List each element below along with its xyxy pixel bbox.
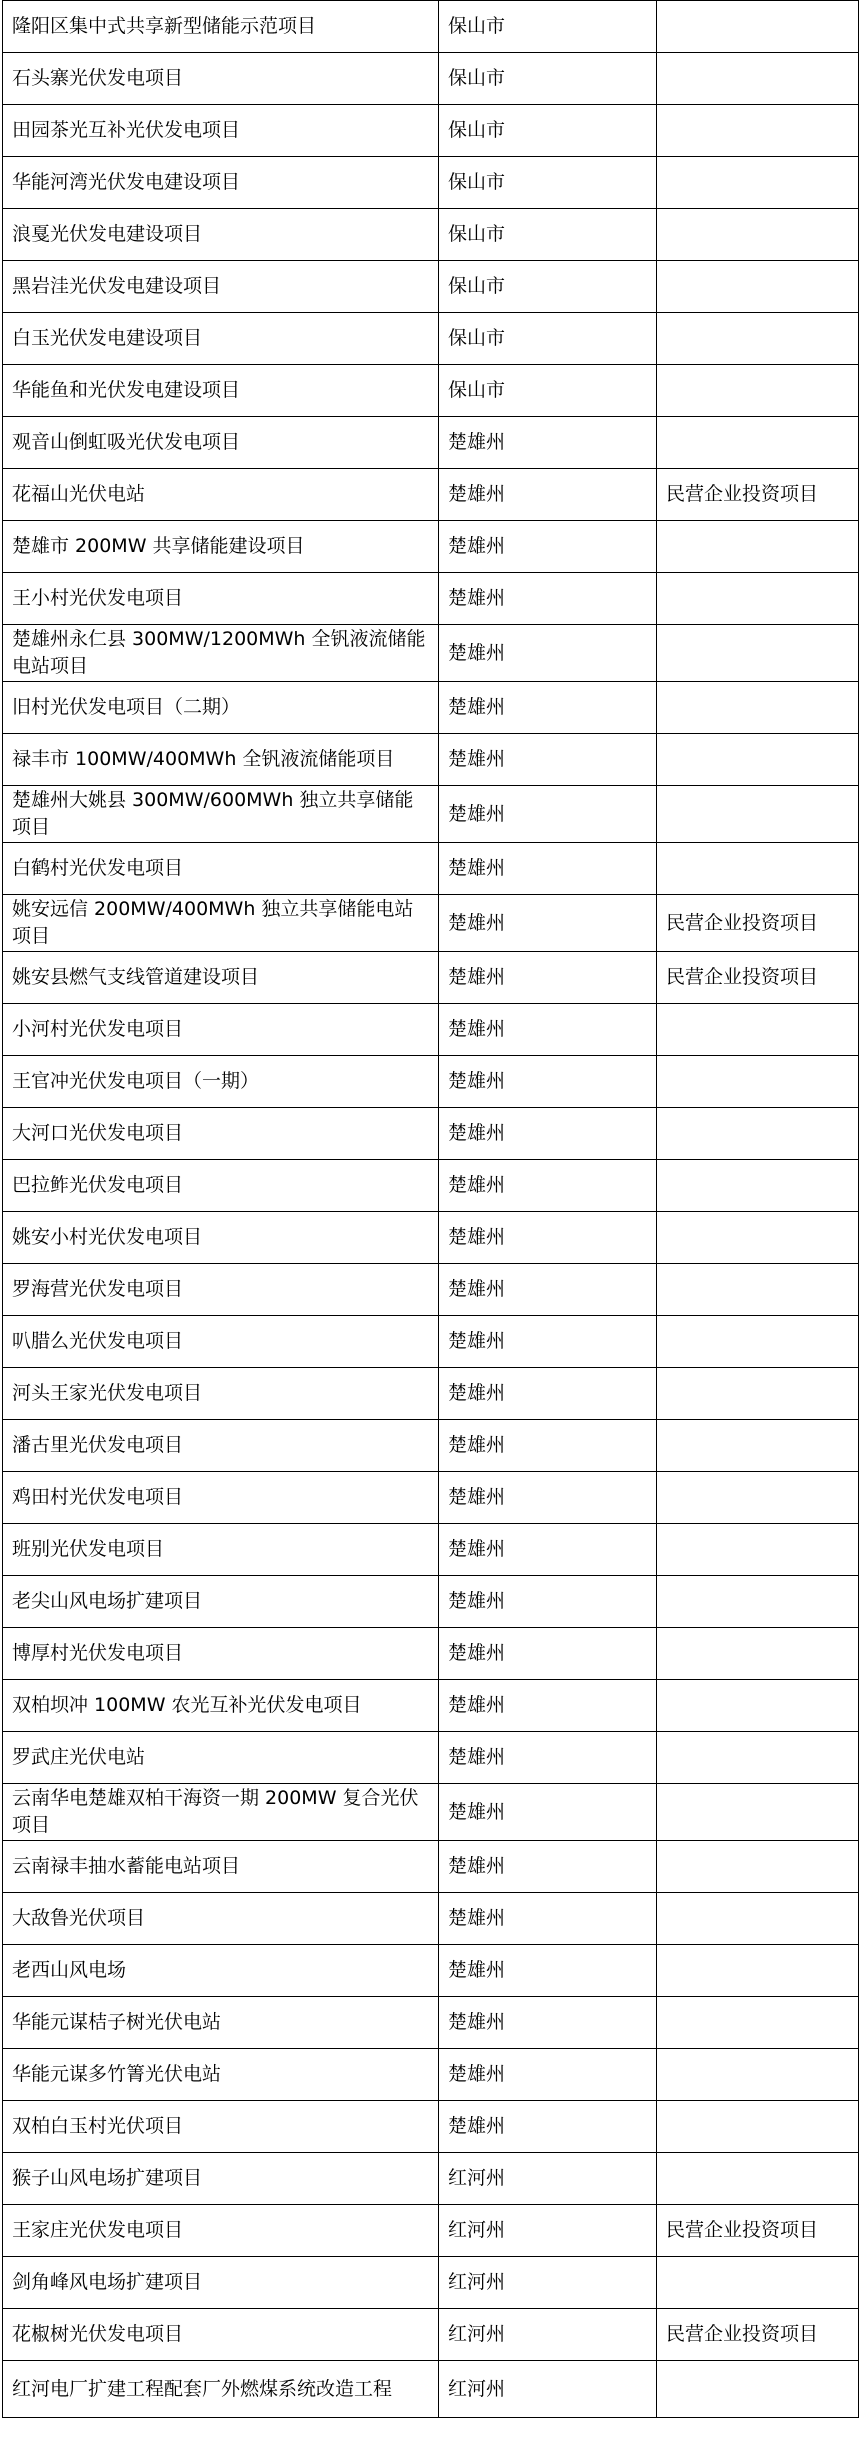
table-row	[3, 786, 859, 843]
note-cell: 民营企业投资项目	[657, 952, 859, 1004]
city-cell: 楚雄州	[439, 1420, 657, 1472]
note-cell	[657, 1893, 859, 1945]
city-cell: 楚雄州	[439, 895, 657, 952]
note-cell	[657, 1108, 859, 1160]
project-name-cell: 浪戛光伏发电建设项目	[3, 209, 439, 261]
project-name-cell: 王家庄光伏发电项目	[3, 2205, 439, 2257]
table-row	[3, 1108, 859, 1160]
table-row	[3, 843, 859, 895]
table-row	[3, 1368, 859, 1420]
city-cell: 红河州	[439, 2205, 657, 2257]
note-cell: 民营企业投资项目	[657, 2309, 859, 2361]
table-row	[3, 157, 859, 209]
table-row	[3, 1420, 859, 1472]
city-cell: 楚雄州	[439, 1004, 657, 1056]
city-cell: 保山市	[439, 105, 657, 157]
city-cell: 保山市	[439, 313, 657, 365]
city-cell: 楚雄州	[439, 786, 657, 843]
city-cell: 楚雄州	[439, 1997, 657, 2049]
project-name-cell: 观音山倒虹吸光伏发电项目	[3, 417, 439, 469]
project-name-cell: 罗海营光伏发电项目	[3, 1264, 439, 1316]
project-name-cell: 剑角峰风电场扩建项目	[3, 2257, 439, 2309]
project-name-cell: 叭腊么光伏发电项目	[3, 1316, 439, 1368]
city-cell: 楚雄州	[439, 1472, 657, 1524]
project-name-cell: 云南华电楚雄双柏干海资一期 200MW 复合光伏项目	[3, 1784, 439, 1841]
table-row	[3, 2309, 859, 2361]
project-name-cell: 老西山风电场	[3, 1945, 439, 1997]
note-cell	[657, 2257, 859, 2309]
project-name-cell: 华能河湾光伏发电建设项目	[3, 157, 439, 209]
city-cell: 楚雄州	[439, 1316, 657, 1368]
city-cell: 楚雄州	[439, 417, 657, 469]
table-row	[3, 313, 859, 365]
project-name-cell: 姚安小村光伏发电项目	[3, 1212, 439, 1264]
project-name-cell: 小河村光伏发电项目	[3, 1004, 439, 1056]
note-cell	[657, 2361, 859, 2418]
table-row	[3, 1160, 859, 1212]
city-cell: 楚雄州	[439, 1212, 657, 1264]
note-cell	[657, 2049, 859, 2101]
table-row	[3, 1784, 859, 1841]
note-cell	[657, 1420, 859, 1472]
table-row	[3, 1893, 859, 1945]
note-cell	[657, 1472, 859, 1524]
table-row	[3, 682, 859, 734]
note-cell	[657, 365, 859, 417]
note-cell	[657, 417, 859, 469]
city-cell: 楚雄州	[439, 1628, 657, 1680]
project-name-cell: 华能元谋多竹箐光伏电站	[3, 2049, 439, 2101]
project-name-cell: 黑岩洼光伏发电建设项目	[3, 261, 439, 313]
table-row	[3, 365, 859, 417]
table-row	[3, 1264, 859, 1316]
note-cell	[657, 1368, 859, 1420]
note-cell	[657, 209, 859, 261]
project-name-cell: 大河口光伏发电项目	[3, 1108, 439, 1160]
table-row	[3, 53, 859, 105]
table-row	[3, 573, 859, 625]
table-body	[3, 1, 859, 2418]
city-cell: 楚雄州	[439, 2049, 657, 2101]
project-name-cell: 罗武庄光伏电站	[3, 1732, 439, 1784]
project-name-cell: 姚安县燃气支线管道建设项目	[3, 952, 439, 1004]
note-cell	[657, 2101, 859, 2153]
project-name-cell: 潘古里光伏发电项目	[3, 1420, 439, 1472]
city-cell: 楚雄州	[439, 1945, 657, 1997]
table-row	[3, 1576, 859, 1628]
table-row	[3, 1212, 859, 1264]
table-row	[3, 2205, 859, 2257]
note-cell	[657, 1160, 859, 1212]
table-row	[3, 469, 859, 521]
city-cell: 保山市	[439, 261, 657, 313]
table-row	[3, 1524, 859, 1576]
city-cell: 楚雄州	[439, 952, 657, 1004]
project-name-cell: 云南禄丰抽水蓄能电站项目	[3, 1841, 439, 1893]
project-table	[2, 0, 859, 2418]
city-cell: 保山市	[439, 365, 657, 417]
project-name-cell: 姚安远信 200MW/400MWh 独立共享储能电站项目	[3, 895, 439, 952]
note-cell	[657, 734, 859, 786]
note-cell: 民营企业投资项目	[657, 895, 859, 952]
table-row	[3, 521, 859, 573]
note-cell	[657, 53, 859, 105]
table-row	[3, 952, 859, 1004]
project-name-cell: 隆阳区集中式共享新型储能示范项目	[3, 1, 439, 53]
note-cell	[657, 2153, 859, 2205]
table-row	[3, 1628, 859, 1680]
table-row	[3, 734, 859, 786]
city-cell: 楚雄州	[439, 1524, 657, 1576]
project-name-cell: 华能元谋桔子树光伏电站	[3, 1997, 439, 2049]
table-row	[3, 1680, 859, 1732]
note-cell	[657, 786, 859, 843]
note-cell	[657, 1784, 859, 1841]
table-row	[3, 2101, 859, 2153]
table-row	[3, 261, 859, 313]
project-name-cell: 白鹤村光伏发电项目	[3, 843, 439, 895]
city-cell: 红河州	[439, 2361, 657, 2418]
city-cell: 楚雄州	[439, 1576, 657, 1628]
city-cell: 红河州	[439, 2309, 657, 2361]
note-cell	[657, 1576, 859, 1628]
city-cell: 楚雄州	[439, 1056, 657, 1108]
table-row	[3, 2153, 859, 2205]
project-name-cell: 楚雄州永仁县 300MW/1200MWh 全钒液流储能电站项目	[3, 625, 439, 682]
table-row	[3, 2361, 859, 2418]
project-name-cell: 双柏白玉村光伏项目	[3, 2101, 439, 2153]
city-cell: 楚雄州	[439, 734, 657, 786]
city-cell: 保山市	[439, 209, 657, 261]
note-cell	[657, 1056, 859, 1108]
city-cell: 楚雄州	[439, 469, 657, 521]
table-row	[3, 1841, 859, 1893]
project-name-cell: 石头寨光伏发电项目	[3, 53, 439, 105]
project-name-cell: 博厚村光伏发电项目	[3, 1628, 439, 1680]
note-cell	[657, 1945, 859, 1997]
note-cell	[657, 261, 859, 313]
table-row	[3, 1472, 859, 1524]
city-cell: 楚雄州	[439, 843, 657, 895]
note-cell	[657, 843, 859, 895]
project-name-cell: 田园茶光互补光伏发电项目	[3, 105, 439, 157]
note-cell	[657, 1264, 859, 1316]
project-name-cell: 楚雄州大姚县 300MW/600MWh 独立共享储能项目	[3, 786, 439, 843]
table-row	[3, 1997, 859, 2049]
note-cell	[657, 1212, 859, 1264]
project-name-cell: 王小村光伏发电项目	[3, 573, 439, 625]
project-name-cell: 白玉光伏发电建设项目	[3, 313, 439, 365]
table-row	[3, 1056, 859, 1108]
city-cell: 红河州	[439, 2153, 657, 2205]
project-name-cell: 河头王家光伏发电项目	[3, 1368, 439, 1420]
city-cell: 楚雄州	[439, 1784, 657, 1841]
note-cell	[657, 1628, 859, 1680]
project-name-cell: 双柏坝冲 100MW 农光互补光伏发电项目	[3, 1680, 439, 1732]
table-row	[3, 1732, 859, 1784]
note-cell	[657, 1524, 859, 1576]
city-cell: 楚雄州	[439, 573, 657, 625]
note-cell: 民营企业投资项目	[657, 469, 859, 521]
project-name-cell: 花福山光伏电站	[3, 469, 439, 521]
note-cell	[657, 105, 859, 157]
table-row	[3, 1316, 859, 1368]
table-row	[3, 209, 859, 261]
project-name-cell: 花椒树光伏发电项目	[3, 2309, 439, 2361]
project-name-cell: 楚雄市 200MW 共享储能建设项目	[3, 521, 439, 573]
project-name-cell: 鸡田村光伏发电项目	[3, 1472, 439, 1524]
note-cell	[657, 1841, 859, 1893]
city-cell: 保山市	[439, 53, 657, 105]
note-cell	[657, 573, 859, 625]
note-cell	[657, 521, 859, 573]
city-cell: 楚雄州	[439, 682, 657, 734]
city-cell: 红河州	[439, 2257, 657, 2309]
note-cell	[657, 157, 859, 209]
city-cell: 楚雄州	[439, 1160, 657, 1212]
city-cell: 楚雄州	[439, 1841, 657, 1893]
note-cell	[657, 1997, 859, 2049]
city-cell: 保山市	[439, 157, 657, 209]
project-name-cell: 禄丰市 100MW/400MWh 全钒液流储能项目	[3, 734, 439, 786]
city-cell: 楚雄州	[439, 1732, 657, 1784]
table-row	[3, 417, 859, 469]
project-name-cell: 猴子山风电场扩建项目	[3, 2153, 439, 2205]
note-cell: 民营企业投资项目	[657, 2205, 859, 2257]
note-cell	[657, 1004, 859, 1056]
city-cell: 楚雄州	[439, 1264, 657, 1316]
table-row	[3, 2257, 859, 2309]
project-name-cell: 大敌鲁光伏项目	[3, 1893, 439, 1945]
project-name-cell: 红河电厂扩建工程配套厂外燃煤系统改造工程	[3, 2361, 439, 2418]
table-row	[3, 895, 859, 952]
note-cell	[657, 1, 859, 53]
note-cell	[657, 1732, 859, 1784]
project-name-cell: 王官冲光伏发电项目（一期）	[3, 1056, 439, 1108]
project-name-cell: 班别光伏发电项目	[3, 1524, 439, 1576]
project-name-cell: 华能鱼和光伏发电建设项目	[3, 365, 439, 417]
note-cell	[657, 625, 859, 682]
note-cell	[657, 1316, 859, 1368]
table-row	[3, 1004, 859, 1056]
city-cell: 保山市	[439, 1, 657, 53]
project-name-cell: 老尖山风电场扩建项目	[3, 1576, 439, 1628]
city-cell: 楚雄州	[439, 521, 657, 573]
city-cell: 楚雄州	[439, 1680, 657, 1732]
project-name-cell: 巴拉鲊光伏发电项目	[3, 1160, 439, 1212]
note-cell	[657, 313, 859, 365]
table-row	[3, 2049, 859, 2101]
city-cell: 楚雄州	[439, 625, 657, 682]
table-row	[3, 1945, 859, 1997]
project-name-cell: 旧村光伏发电项目（二期）	[3, 682, 439, 734]
note-cell	[657, 1680, 859, 1732]
city-cell: 楚雄州	[439, 1108, 657, 1160]
city-cell: 楚雄州	[439, 1893, 657, 1945]
city-cell: 楚雄州	[439, 1368, 657, 1420]
table-row	[3, 625, 859, 682]
city-cell: 楚雄州	[439, 2101, 657, 2153]
table-row	[3, 1, 859, 53]
table-row	[3, 105, 859, 157]
note-cell	[657, 682, 859, 734]
